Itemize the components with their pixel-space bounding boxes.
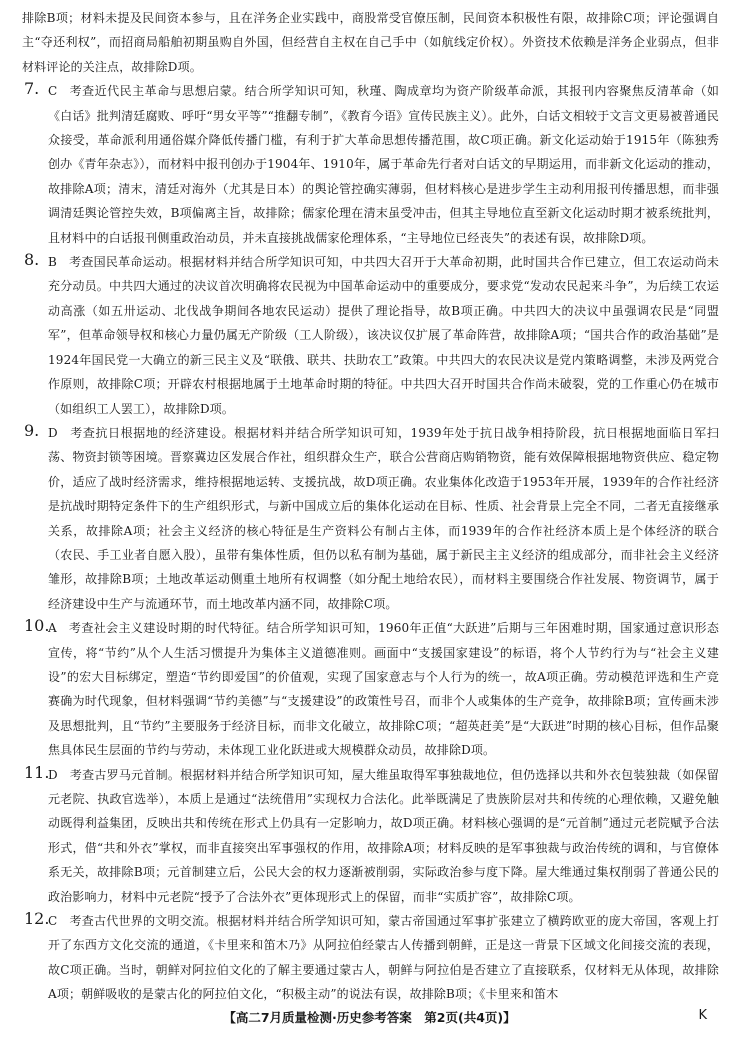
item-answer: C xyxy=(48,84,58,99)
answer-item-9 xyxy=(22,421,719,616)
item-number: 11. xyxy=(24,762,50,782)
item-number: 12. xyxy=(24,909,50,929)
item-explanation: 考查古罗马元首制。根据材料并结合所学知识可知，屋大维虽取得军事独裁地位，但仍选择以共和外衣包装独裁（如保留元老院、执政官选举），本质上是通过“法统借用”实现权力合法化。此举既满足了贵族阶层对共和传统的心理依赖，又避免触动既得利益集团，反映出共和传统在形式上仍具有一定影响力，故D项正确。材料核心强调的是“元首制”通过元老院赋予合法形式，借“共和外衣”掌权，而非直接突出军事强权的作用，故排除A项；材料反映的是军事独裁与政治传统的调和，与官僚体系无关，故排除B项；元首制建立后，公民大会的权力逐渐被削弱，实际政治参与度下降。屋大维通过集权削弱了普通公民的政治影响力，材料中元老院“授予了合法外衣”更体现形式上的保留，而非“实质扩容”，故排除C项。 xyxy=(48,767,719,904)
answer-item-10 xyxy=(22,616,719,762)
item-answer: B xyxy=(48,255,57,270)
intro-paragraph: 排除B项；材料未提及民间资本参与，且在洋务企业实践中，商股常受官僚压制，民间资本积极性有限，故排除C项；评论强调自主“夺还利权”，而招商局船舶初期虽购自外国，但经营自主权在自己手中（如航线定价权）。外资技术依赖是洋务企业弱点，但非材料评论的关注点，故排除D项。 xyxy=(22,11,719,74)
footer-title: 【高二7月质量检测·历史参考答案 第2页(共4页)】 xyxy=(223,1010,516,1025)
page-footer xyxy=(0,1006,739,1030)
answer-item-11 xyxy=(22,763,719,909)
item-answer: D xyxy=(48,425,58,440)
item-explanation: 考查社会主义建设时期的时代特征。结合所学知识可知，1960年正值“大跃进”后期与三年困难时期，国家通过意识形态宣传，将“节约”从个人生活习惯提升为集体主义道德准则。画面中“支援国家建设”的标语，将个人节约行为与“社会主义建设”的宏大目标绑定，塑造“节约即爱国”的价值观，实现了国家意志与个人行为的统一，故A项正确。劳动模范评选和生产竞赛确为时代现象，但材料强调“节约美德”与“支援建设”的政策性号召，而非个人或集体的生产竞争，故排除B项；宣传画未涉及思想批判，且“节约”主要服务于经济目标，而非文化破立，故排除C项；“超英赶美”是“大跃进”时期的核心目标，但作品聚焦具体民生层面的节约与劳动，未体现工业化跃进或大规模群众动员，故排除D项。 xyxy=(48,621,719,758)
item-number: 9. xyxy=(24,420,40,440)
item-explanation: 考查抗日根据地的经济建设。根据材料并结合所学知识可知，1939年处于抗日战争相持阶段，抗日根据地面临日军扫荡、物资封锁等困境。晋察冀边区发展合作社，组织群众生产，联合公营商店购销物资，能有效保障根据地物资供应、稳定物价，适应了战时经济需求，维持根据地运转、支援抗战，故D项正确。农业集体化改造于1953年开展，1939年的合作社经济是抗战时期特定条件下的生产组织形式，与新中国成立后的集体化运动在目标、性质、社会背景上完全不同，二者无直接继承关系，故排除A项；社会主义经济的核心特征是生产资料公有制占主体，而1939年的合作社经济本质上是个体经济的联合（农民、手工业者自愿入股），虽带有集体性质，但仍以私有制为基础，属于新民主主义经济的组成部分，而非社会主义经济雏形，故排除B项；土地改革运动侧重土地所有权调整（如分配土地给农民），而材料主要围绕合作社发展、物资调节，属于经济建设中生产与流通环节，而土地改革内涵不同，故排除C项。 xyxy=(48,425,719,611)
answer-item-7 xyxy=(22,79,719,250)
answer-item-12 xyxy=(22,909,719,1007)
answer-content xyxy=(22,6,719,1007)
item-explanation: 考查国民革命运动。根据材料并结合所学知识可知，中共四大召开于大革命初期，此时国共合作已建立，但工农运动尚未充分动员。中共四大通过的决议首次明确将农民视为中国革命运动中的重要成分，要求党“发动农民起来斗争”，为后续工农运动高涨（如五卅运动、北伐战争期间各地农民运动）提供了理论指导，故B项正确。中共四大的决议中虽强调农民是“同盟军”，但革命领导权和核心力量仍属无产阶级（工人阶级），该决议仅扩展了革命阵营，故排除A项；“国共合作的政治基础”是1924年国民党一大确立的新三民主义及“联俄、联共、扶助农工”政策。中共四大的农民决议是党内策略调整，未涉及两党合作原则，故排除C项；开辟农村根据地属于土地革命时期的特征。中共四大召开时国共合作尚未破裂，党的工作重心仍在城市（如组织工人罢工），故排除D项。 xyxy=(48,255,719,416)
item-answer: D xyxy=(48,767,58,782)
version-letter: K xyxy=(698,1008,707,1023)
item-number: 7. xyxy=(24,79,40,99)
item-explanation: 考查古代世界的文明交流。根据材料并结合所学知识可知，蒙古帝国通过军事扩张建立了横跨欧亚的庞大帝国，客观上打开了东西方文化交流的通道，《卡里来和笛木乃》从阿拉伯经蒙古人传播到朝鲜，正是这一背景下区域文化间接交流的表现，故C项正确。当时，朝鲜对阿拉伯文化的了解主要通过蒙古人，朝鲜与阿拉伯是否建立了直接联系，仅材料无从体现，故排除A项；朝鲜吸收的是蒙古化的阿拉伯文化，“积极主动”的说法有误，故排除B项；《卡里来和笛木 xyxy=(48,914,719,1002)
item-explanation: 考查近代民主革命与思想启蒙。结合所学知识可知，秋瑾、陶成章均为资产阶级革命派，其报刊内容聚焦反清革命（如《白话》批判清廷腐败、呼吁“男女平等”“推翻专制”，《教育今语》宣传民族主义）。此外，白话文相较于文言文更易被普通民众接受，革命派利用通俗媒介降低传播门槛，有利于扩大革命思想传播范围，故C项正确。新文化运动始于1915年（陈独秀创办《青年杂志》），而材料中报刊创办于1904年、1910年，属于革命先行者对白话文的早期运用，而非新文化运动的推动，故排除A项；清末，清廷对海外（尤其是日本）的舆论管控确实薄弱，但材料核心是进步学生主动利用报刊传播思想，而非强调清廷舆论管控失效，B项偏离主旨，故排除；儒家伦理在清末虽受冲击，但其主导地位直至新文化运动时期才被系统批判，且材料中的白话报刊侧重政治动员，并未直接挑战儒家伦理体系，“主导地位已经丧失”的表述有误，故排除D项。 xyxy=(48,84,719,245)
item-number: 10. xyxy=(24,616,50,636)
item-number: 8. xyxy=(24,250,40,270)
answer-item-8 xyxy=(22,250,719,421)
item-answer: C xyxy=(48,914,58,929)
item-answer: A xyxy=(48,621,57,636)
